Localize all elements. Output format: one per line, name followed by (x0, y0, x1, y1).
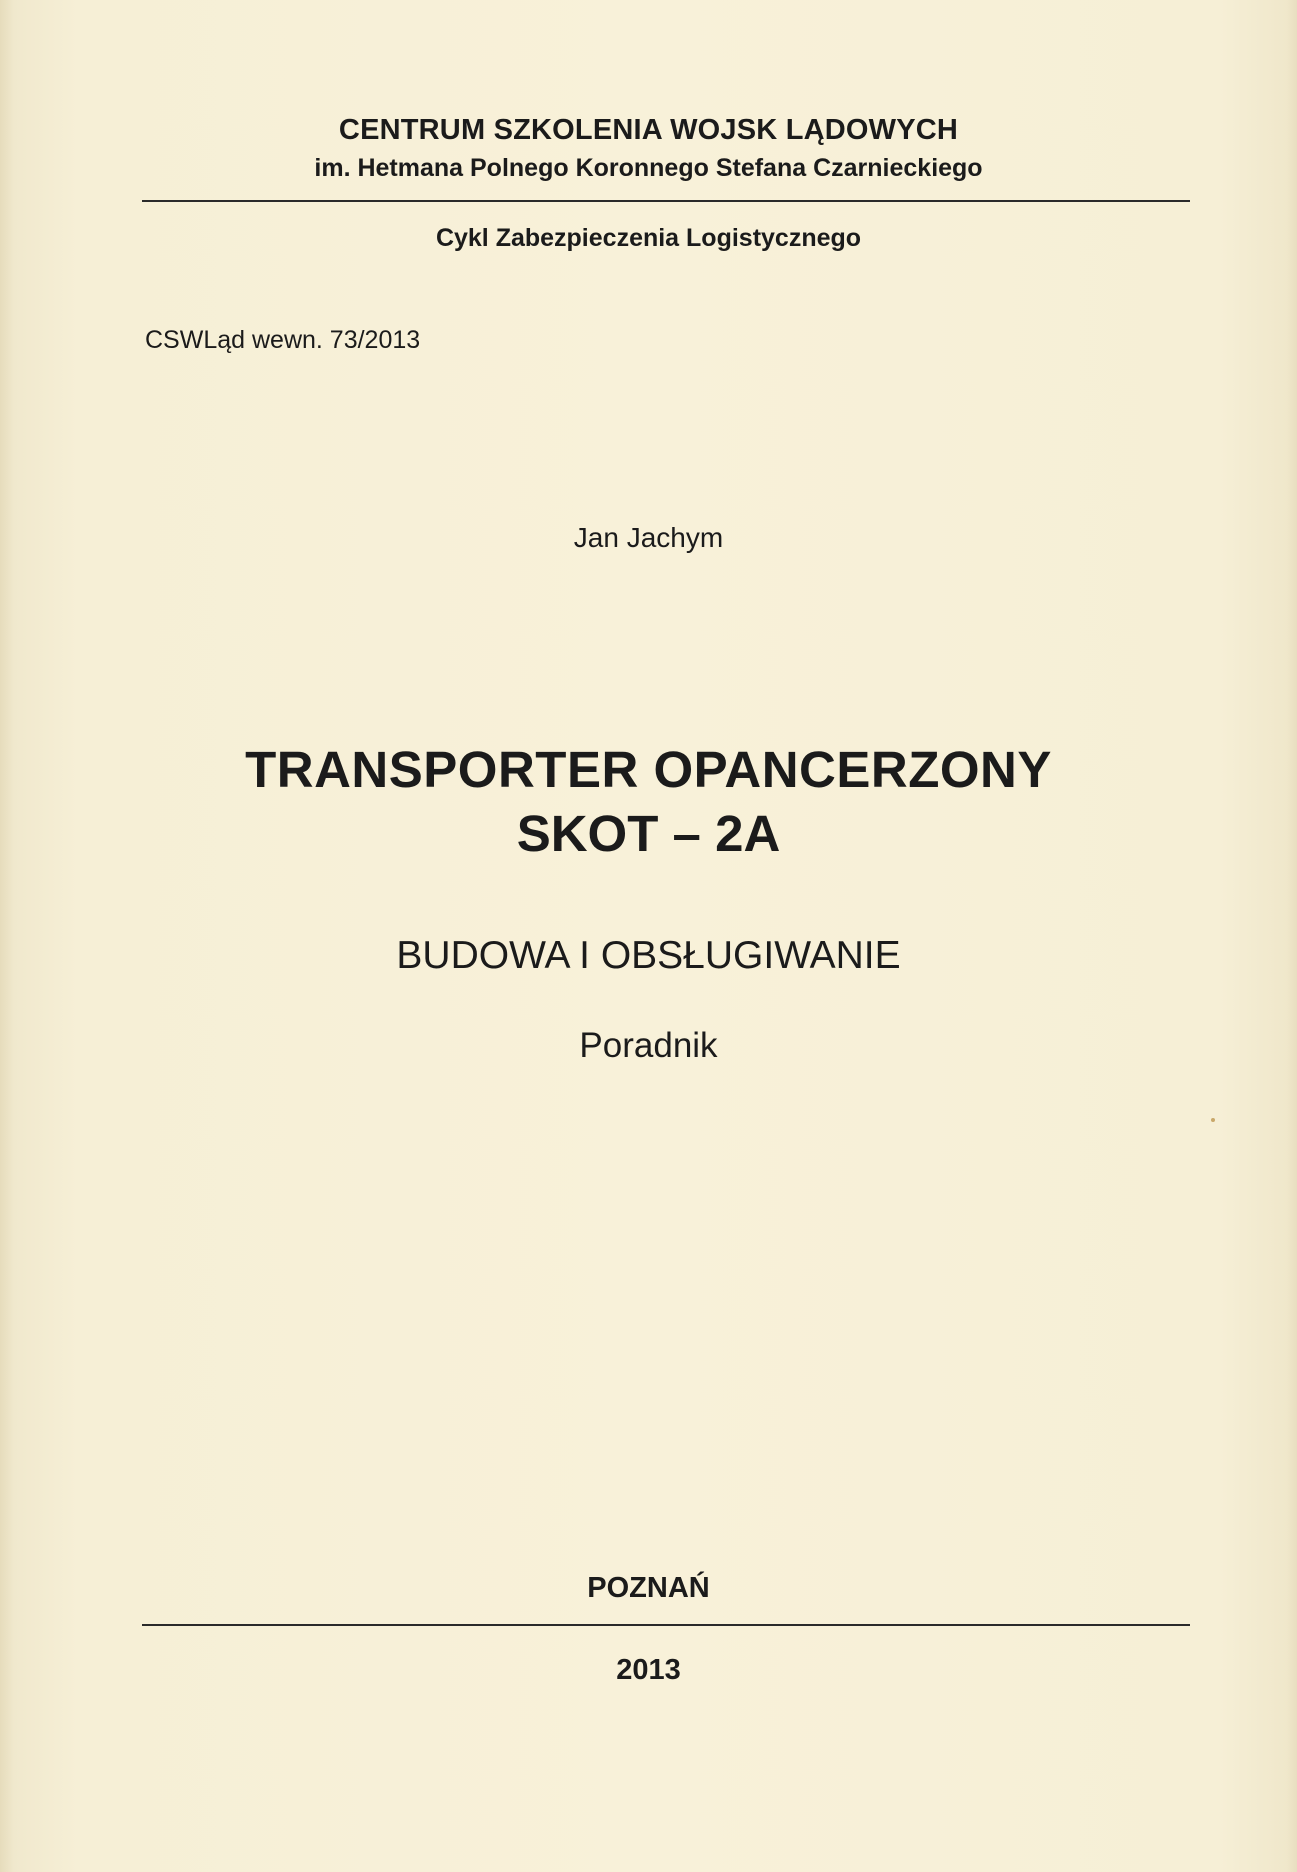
document-type: Poradnik (579, 1026, 718, 1065)
publication-city: POZNAŃ (587, 1572, 710, 1604)
title-line-2: SKOT – 2A (516, 805, 781, 862)
unit-name: Cykl Zabezpieczenia Logistycznego (435, 224, 862, 252)
footer-divider (142, 1624, 1190, 1626)
author-name: Jan Jachym (573, 522, 724, 553)
institution-patron: im. Hetmana Polnego Koronnego Stefana Czarnieckiego (314, 154, 983, 182)
paper-speck (1211, 1118, 1215, 1122)
title-line-1: TRANSPORTER OPANCERZONY (245, 741, 1052, 798)
reference-number: CSWLąd wewn. 73/2013 (145, 326, 421, 354)
institution-name: CENTRUM SZKOLENIA WOJSK LĄDOWYCH (338, 114, 959, 146)
publication-year: 2013 (616, 1654, 681, 1686)
header-divider (142, 200, 1190, 202)
subtitle: BUDOWA I OBSŁUGIWANIE (396, 934, 901, 977)
